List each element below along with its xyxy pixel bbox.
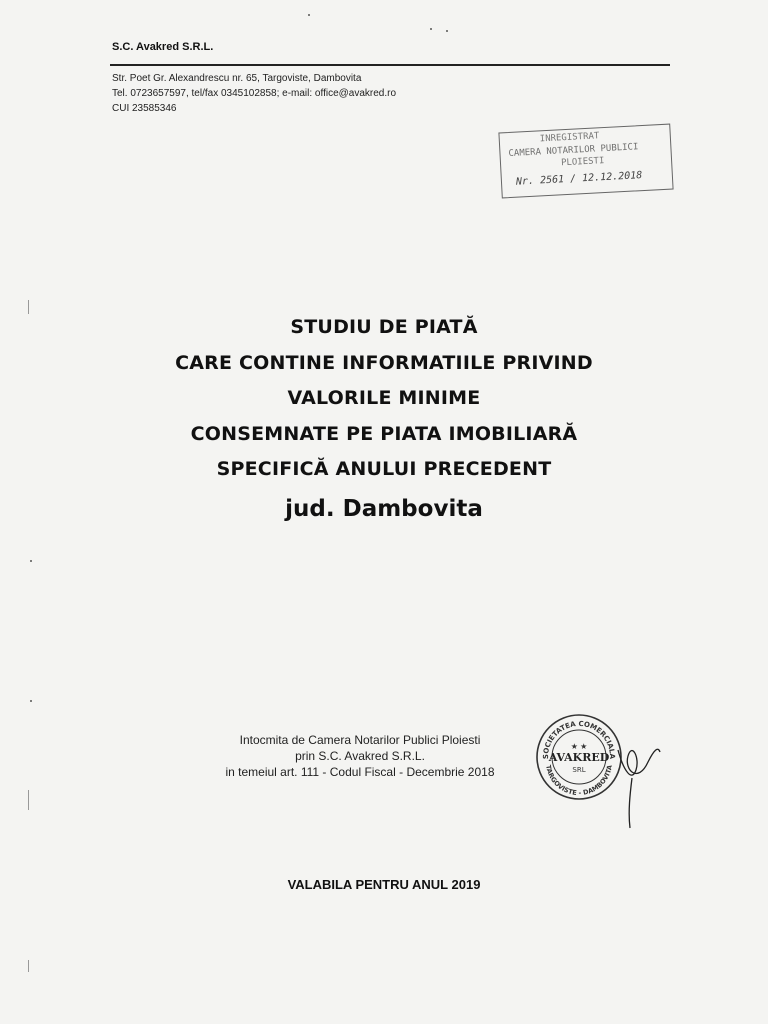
validity-note: VALABILA PENTRU ANUL 2019 <box>287 877 481 892</box>
contact-line: Tel. 0723657597, tel/fax 0345102858; e-mail: office@avakred.ro <box>112 88 397 99</box>
seal-company-name: AVAKRED <box>548 751 610 764</box>
seal-stars: ★ ★ <box>570 742 588 751</box>
address-line: Str. Poet Gr. Alexandrescu nr. 65, Targoviste, Dambovita <box>112 73 362 84</box>
title-line-5: SPECIFICĂ ANULUI PRECEDENT <box>216 458 552 480</box>
stamp-line-chamber: CAMERA NOTARILOR PUBLICI <box>508 142 639 160</box>
stamp-line-number: Nr. 2561 / 12.12.2018 <box>515 170 643 188</box>
scan-speck <box>430 28 432 30</box>
registration-stamp <box>498 124 673 199</box>
seal-ring-text: SOCIETATEA COMERCIALA <box>541 719 617 760</box>
prepared-by-line-1: Intocmita de Camera Notarilor Publici Ploiesti <box>239 733 481 747</box>
scan-speck <box>446 30 448 32</box>
handwritten-signature <box>614 722 664 832</box>
scan-speck <box>30 560 32 562</box>
seal-company-type: SRL <box>572 766 586 774</box>
title-line-4: CONSEMNATE PE PIATA IMOBILIARĂ <box>190 423 578 445</box>
scan-speck <box>30 700 32 702</box>
company-name: S.C. Avakred S.R.L. <box>112 41 214 53</box>
stamp-line-registered: INREGISTRAT <box>539 131 600 145</box>
cui-line: CUI 23585346 <box>112 103 177 114</box>
title-line-3: VALORILE MINIME <box>287 387 481 409</box>
header-divider <box>110 64 670 66</box>
seal-city-text: TARGOVISTE - DAMBOVITA <box>544 764 614 798</box>
scan-speck <box>308 14 310 16</box>
company-seal <box>534 712 624 802</box>
title-line-1: STUDIU DE PIATĂ <box>290 316 478 338</box>
county-title: jud. Dambovita <box>285 496 483 522</box>
margin-mark <box>28 300 29 314</box>
prepared-by-line-2: prin S.C. Avakred S.R.L. <box>295 749 425 763</box>
prepared-by-line-3: in temeiul art. 111 - Codul Fiscal - Decembrie 2018 <box>225 765 495 779</box>
title-line-2: CARE CONTINE INFORMATIILE PRIVIND <box>175 352 593 374</box>
stamp-line-city: PLOIESTI <box>560 156 605 169</box>
margin-mark <box>28 960 29 972</box>
margin-mark <box>28 790 29 810</box>
